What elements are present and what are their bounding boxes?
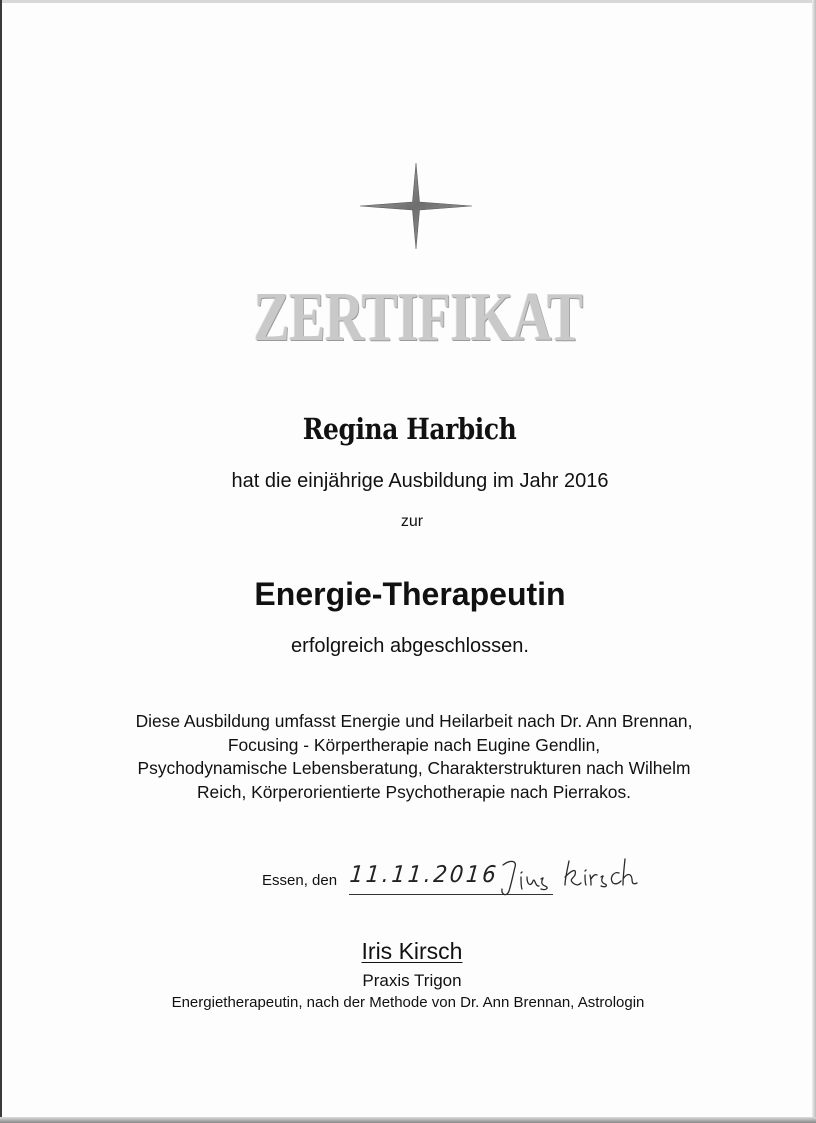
description-line: Diese Ausbildung umfasst Energie und Heilarbeit nach Dr. Ann Brennan,	[135, 711, 693, 731]
completion-line: hat die einjährige Ausbildung im Jahr 2016	[231, 470, 609, 492]
handwritten-signature	[497, 853, 652, 901]
practice-name: Praxis Trigon	[362, 971, 462, 990]
four-point-star-icon	[360, 163, 472, 249]
scan-edge-bottom	[0, 1117, 816, 1123]
training-description	[100, 710, 728, 804]
signer-name-text: Iris Kirsch	[361, 938, 463, 964]
result-line: erfolgreich abgeschlossen.	[291, 635, 529, 657]
scan-edge-top	[0, 0, 816, 3]
description-line: Reich, Körperorientierte Psychotherapie nach Pierrakos.	[196, 781, 632, 802]
recipient-name: Regina Harbich	[302, 412, 517, 446]
connector-text: zur	[400, 513, 424, 530]
scan-edge-left	[0, 0, 2, 1123]
signer-name	[4, 938, 816, 965]
description-line: Focusing - Körpertherapie nach Eugine Gendlin,	[227, 734, 601, 755]
handwritten-date: 11.11.2016	[348, 862, 500, 888]
description-line: Psychodynamische Lebensberatung, Charakterstrukturen nach Wilhelm	[137, 758, 691, 778]
signer-credentials: Energietherapeutin, nach der Methode von Dr. Ann Brennan, Astrologin	[171, 994, 645, 1011]
certificate-title: ZERTIFIKAT	[253, 279, 583, 356]
place-label: Essen, den	[262, 872, 338, 889]
profession-title: Energie-Therapeutin	[254, 576, 566, 612]
